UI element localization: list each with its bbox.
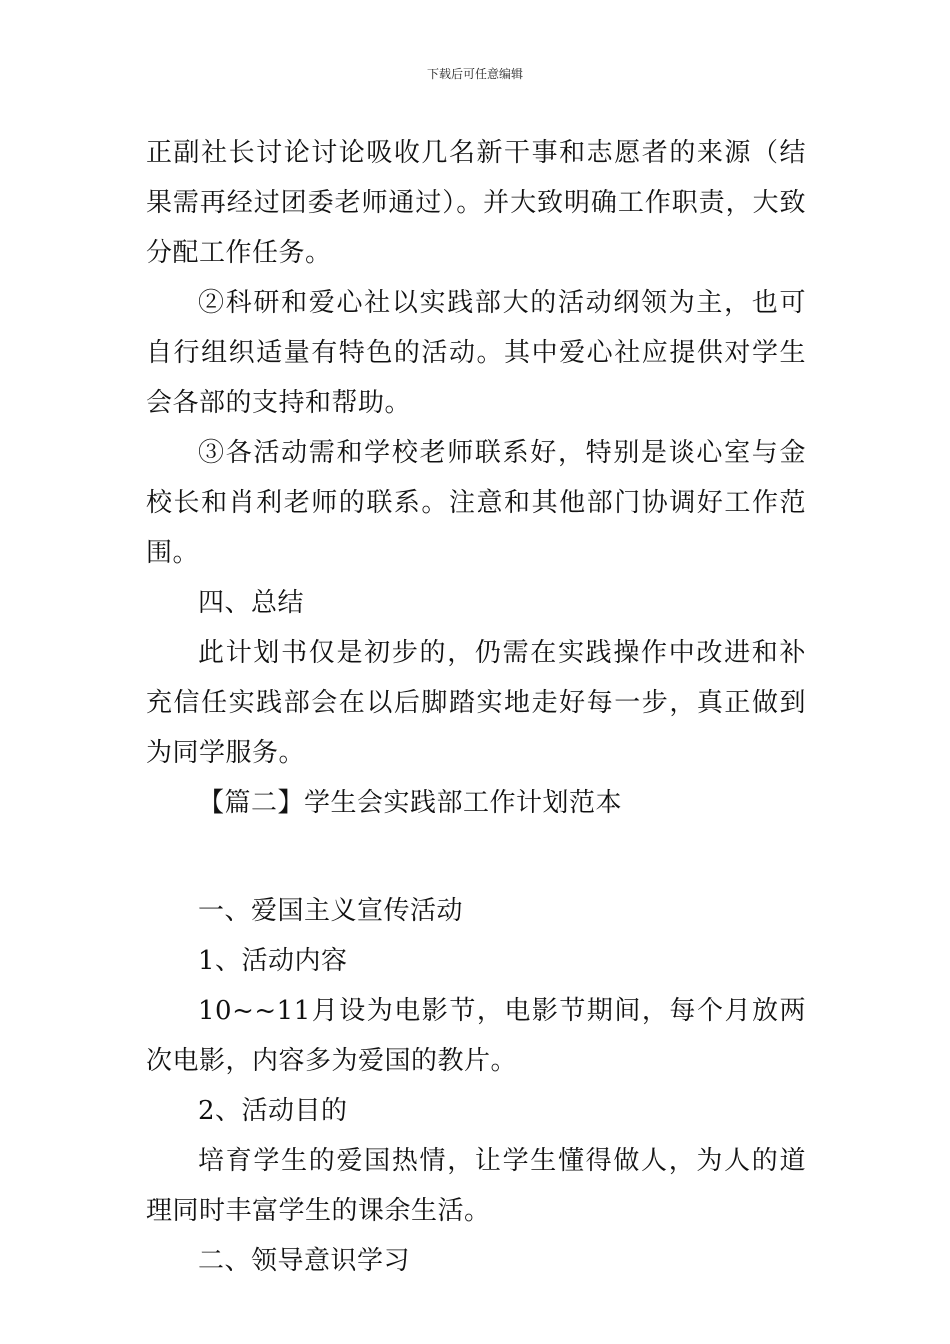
paragraph-item-2: ②科研和爱心社以实践部大的活动纲领为主，也可自行组织适量有特色的活动。其中爱心社应提供对学生会各部的支持和帮助。 (146, 288, 806, 418)
document-body (146, 128, 806, 1286)
page-header-note: 下载后可任意编辑 (426, 67, 523, 81)
subheading-activity-purpose: 2、活动目的 (198, 1096, 348, 1126)
paragraph-continuation: 正副社长讨论讨论吸收几名新干事和志愿者的来源（结果需再经过团委老师通过）。并大致明确工作职责，大致分配工作任务。 (146, 138, 806, 268)
blank-spacer (146, 828, 806, 886)
section-heading-leadership: 二、领导意识学习 (198, 1246, 411, 1276)
paragraph-summary: 此计划书仅是初步的，仍需在实践操作中改进和补充信任实践部会在以后脚踏实地走好每一步，真正做到为同学服务。 (146, 638, 806, 768)
section-heading-patriotism: 一、爱国主义宣传活动 (198, 896, 464, 926)
subheading-activity-content: 1、活动内容 (198, 946, 348, 976)
paragraph-activity-content: 10~~11月设为电影节，电影节期间，每个月放两次电影，内容多为爱国的教片。 (146, 996, 806, 1076)
paragraph-activity-purpose: 培育学生的爱国热情，让学生懂得做人，为人的道理同时丰富学生的课余生活。 (146, 1146, 806, 1226)
paragraph-item-3: ③各活动需和学校老师联系好，特别是谈心室与金校长和肖利老师的联系。注意和其他部门协调好工作范围。 (146, 438, 806, 568)
section-heading-summary: 四、总结 (198, 588, 305, 618)
article-two-title: 【篇二】学生会实践部工作计划范本 (198, 788, 623, 818)
